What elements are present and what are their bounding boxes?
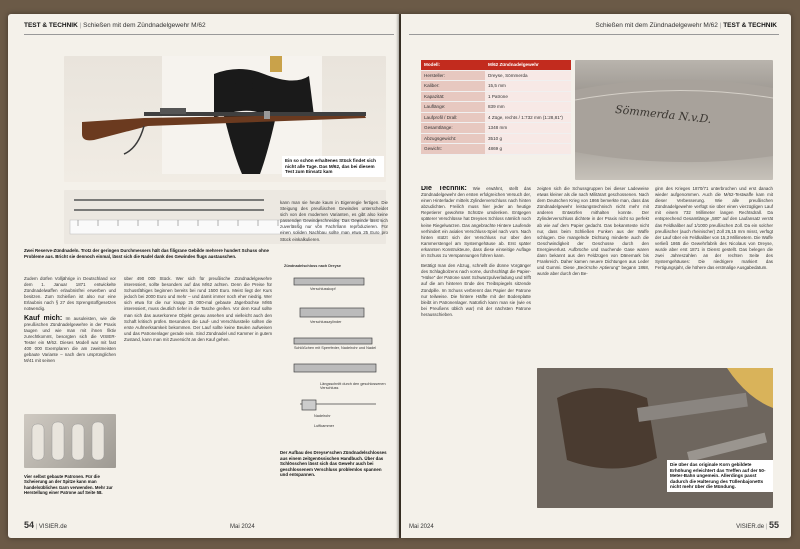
spec-key: Gesamtlänge: bbox=[421, 123, 485, 134]
folio-site: VISIER.de bbox=[736, 524, 765, 530]
spec-row bbox=[421, 102, 571, 113]
spec-key: Lauflänge: bbox=[421, 102, 485, 113]
bottom-photo-caption: Die über das originale Korn gebildete Erhöhung erleichtert das Treffen auf der 50-Meter-Bahn ungemein. Allerdings passt dadurch die Halterung des Tüllenbajonetts nicht mehr über die Mündung. bbox=[667, 460, 773, 492]
spec-row bbox=[421, 123, 571, 134]
kauf-paragraph: Im ausuleisten, wie die preußischen Zündnadelgewehre in der Praxis taugen und wie man mit ihnen fiktiv zurechtkommt, besorgten sich die VISIER-Tester ein M/62. Dieses Modell war mit fast 400 000 Exemplaren die am zweitmeisten gebaute Variante – nach dem ursprünglichen M/41 mit seinen bbox=[24, 315, 117, 364]
folio-left: 54 | VISIER.de bbox=[24, 520, 67, 530]
cartridges-image bbox=[24, 414, 116, 468]
page-number: 55 bbox=[768, 520, 779, 530]
article-title: Schießen mit dem Zündnadelgewehr M/62 bbox=[83, 22, 206, 29]
spec-header-key: Modell: bbox=[421, 60, 485, 70]
spec-header-value: M/62 Zündnadelgewehr bbox=[485, 60, 571, 70]
section-label: TEST & TECHNIK bbox=[24, 22, 78, 29]
spec-row bbox=[421, 70, 571, 81]
right-page bbox=[401, 14, 791, 538]
spec-key: Gewicht: bbox=[421, 144, 485, 155]
right-column-1 bbox=[421, 186, 531, 516]
left-page bbox=[8, 14, 399, 538]
spec-row bbox=[421, 91, 571, 102]
spec-value: 3510 g bbox=[485, 133, 571, 144]
folio-site: VISIER.de bbox=[38, 524, 67, 530]
cartridges-photo bbox=[24, 414, 116, 468]
subhead-technik: Die Technik: bbox=[421, 186, 467, 192]
spec-key: Kapazität: bbox=[421, 91, 485, 102]
right-column-2: zeigten sich die Schussgruppen bei dieser Ladeweise etwas kleiner als die nach Militärart geschossenen. Nach dem Deutschen Krieg von 1866 bemerkte man, dass das Zündnadelgewehr leistungstechnisch nicht mehr mit anderen Entwürfen mithalten konnte. Der Zylinderverschluss dichtete in der Praxis nicht so perfekt ab wie auf dem Papier gedacht. Das bekannteste nicht nur, dass beim Schließen Funken aus der Waffe schlugen. Die mangelnde Dichtung minderte auch die Geschwindigkeit der Geschosse durch den Energieverlust. Aufbrüche und rauchende Gase waren dann bekannt aus den Feldzügen von Dänemark bis Frankreich. Daher kamen neuere Dichtungen aus Leder und Gummi. Diese „Beck'sche Aptierung" begann 1868, wurde aber durch den Be- bbox=[537, 186, 649, 277]
section-label: TEST & TECHNIK bbox=[723, 22, 777, 29]
spec-key: Hersteller: bbox=[421, 70, 485, 81]
diagram-title: Zündnadelschloss nach Dreyse bbox=[284, 264, 341, 268]
engraving-text: Sömmerda N.v.D. bbox=[614, 102, 713, 127]
spec-table-header bbox=[421, 60, 571, 70]
engraving-photo bbox=[575, 60, 773, 180]
diagram-caption: Der Aufbau des Dreyse'schen Zündnadelschlosses aus einem zeitgenössischen Handbuch. Über das Schlösschen lässt sich das Gewehr auch bei geschlossenem Verschluss problemlos spannen und entspannen. bbox=[280, 450, 387, 478]
diagram-label-5: Nadelrohr bbox=[314, 414, 331, 418]
spec-key: Kaliber: bbox=[421, 81, 485, 92]
header-rule bbox=[409, 34, 779, 35]
spec-value: 839 mm bbox=[485, 102, 571, 113]
front-sight-photo bbox=[537, 368, 773, 508]
spec-key: Abzugsgewicht: bbox=[421, 133, 485, 144]
folio-date: Mai 2024 bbox=[409, 524, 434, 530]
running-head-left: TEST & TECHNIK | Schießen mit dem Zündnadelgewehr M/62 bbox=[24, 22, 206, 29]
spec-value: 4 Züge, rechts / 1:732 mm (1:28,81") bbox=[485, 112, 571, 123]
intro-paragraph: Zudem dürfen Volljährige in Deutschland vor dem 1. Januar 1871 entwickelte Zündnadelwaffen erlaubnisfrei erwerben und besitzen. Zum Schießen ist also nur eine Erlaubnis nach § 27 des Sprengstoffgesetzes notwendig. bbox=[24, 276, 116, 312]
needles-caption: Zwei Reserve-Zündnadeln. Trotz der geringen Durchmessers hält das filigrane Gebilde mehrere hundert Schuss ohne Probleme aus. Bricht sie dennoch einmal, lässt sich die Nadel dank des Gewindes flugs austauschen. bbox=[24, 248, 269, 259]
spec-row bbox=[421, 112, 571, 123]
diagram-label-2: Verschlusszylinder bbox=[310, 320, 342, 324]
left-column-2: über 490 000 Stück. Wer sich für preußische Zündnadelgewehre interessiert, sollte besonders auf das M/62 achten. Denn die Preise für Schussfähiges beginnen bereits bei rund 1500 Euro. Meist liegt der Kurs jedoch bei 2000 Euro und mehr – und damit immer noch eher niedrig. Wer sich etwa für die nur knapp 25 000-mal gebaute Jägerbüchse M/65 interessiert, muss deutlich tiefer in die Tasche greifen. Vor dem Kauf sollte man sich das auserkorene Objekt genau ansehen und vielleicht auch den Schaft kritisch prüfen. Besonders die Lauf- und Verschlussteile sollten die erste Aufmerksamkeit bekommen. Der Lauf sollte keine Beulen aufweisen und das Patronenlager gerade sein. Sind Zündnadel und Kammer in gutem Zustand, kann man mit Zuversicht an den Kauf gehen. bbox=[124, 276, 272, 342]
article-title: Schießen mit dem Zündnadelgewehr M/62 bbox=[595, 22, 718, 29]
spec-value: 15,5 mm bbox=[485, 81, 571, 92]
technik-paragraph: Wie erwähnt, stellt das Zündnadelgewehr den ersten erfolgreichen Versuch der, einen Hinterlader mittels Zylinderverschluss nach hinten abzudichten. Freilich muss hier jeder an heutige Repetierer gewohnte Schütze umdenken. Entgegen späterer Verschlüsse hat Dreyses Schloss nämlich noch keine Riegelwarzen. Das angebrachte Hintere Laufende verhindert ein axiales Verschluss-Spiel nach vorn. Nach hinten stützt sich der Verschluss nur über den Kammerstengel am Systemgehäuse ab. Erst später erkannten Konstrukteure, dass diese einseitige Auflage im Schuss zu Verspannungen führen kann. bbox=[421, 186, 531, 259]
diagram-label-1: Verschlusskopf bbox=[310, 287, 336, 291]
page-number: 54 bbox=[24, 520, 35, 530]
folio-date: Mai 2024 bbox=[230, 524, 255, 530]
left-column-1 bbox=[24, 276, 116, 364]
top-photo-caption: Ein so schön erhaltenes Stück findet sich nicht alle Tage. Das M/62, das bei diesem Test zum Einsatz kam bbox=[282, 156, 384, 177]
cartridges-caption: Vier selbst gebaute Patronen. Für die Scheierung an der Spitze kann man handelsübliches Garn verwenden. Mehr zur Herstellung einer Patrone auf Seite 58. bbox=[24, 474, 113, 496]
header-rule bbox=[24, 34, 394, 35]
right-column-3: ginn des Krieges 1870/71 unterbrochen und erst danach wieder aufgenommen. Auch die M/62-Testwaffe kam mit dieser Verbesserung. Wie alle preußischen Zündnadelgewehre verfügt sie über einen vierzügligen Lauf mit einem 732 Millimeter langen Rechtsdrall. Da entsprechend Gesamtlänge „580" auf den Laufansatz verrät das Feldkaliber auf 1/1000 preußischen Zoll. Da ein solcher preußischer (auch rheinischer) Zoll 26,15 mm misst, verfügt der Lauf über ein Feldkaliber von 15,3 Millimetern. Die Waffe verließ 1865 die Gewehrfabrik des Nicolaus von Dreyse, wurde aber erst 1871 in Dienst gestellt. Das belegen die zwei Jahreszahlen an der rechten Seite des Systemgehäuses: Die niedrigere markiert das Fertigungsjahr, die höhere das erstmalige Ausgabedatum. bbox=[655, 186, 773, 271]
bolt-diagram bbox=[280, 264, 388, 450]
bolt-diagram-drawing bbox=[280, 264, 388, 450]
spec-value: 1 Patrone bbox=[485, 91, 571, 102]
spec-row bbox=[421, 81, 571, 92]
diagram-label-3: Schlößchen mit Sperrfeder, Nadelrohr und Nadel bbox=[294, 346, 377, 350]
running-head-right: Schießen mit dem Zündnadelgewehr M/62 | TEST & TECHNIK bbox=[595, 22, 777, 29]
spec-row bbox=[421, 133, 571, 144]
spec-key: Laufprofil / Drall: bbox=[421, 112, 485, 123]
diagram-label-4: Längsschnitt durch den geschlossenen Verschluss bbox=[320, 382, 386, 390]
rifle-eagle-photo bbox=[64, 56, 386, 182]
spec-value: Dreyse, Sömmerda bbox=[485, 70, 571, 81]
diagram-label-6: Luftkammer bbox=[314, 424, 335, 428]
folio-right: VISIER.de | 55 bbox=[736, 520, 779, 530]
spec-row bbox=[421, 144, 571, 155]
spec-table bbox=[421, 60, 571, 155]
spec-value: 4869 g bbox=[485, 144, 571, 155]
spec-value: 1348 mm bbox=[485, 123, 571, 134]
left-column-3: kann man sie heute kaum in Eigenregie fertigen. Die Steigung des preußischen Gewindes unterscheidet sich von den modernen Varianten, es gibt also keine passenden Gewindeschneider. Das Gewinde lässt sich zuverlässig nur von Fachmann reproduzieren. Für einen soliden Nachbau sollte man etwa 25 Euro pro Stück einkalkulieren. bbox=[280, 200, 388, 242]
abzug-paragraph: Betätigt man den Abzug, schnellt die dünne Vorgänger des Schlagbolzens nach vorne, durchschlägt die Papier-"Hülse" der Patrone samt Schwarzpulverladung und trifft auf die am hinteren Ende des Treibspiegels sitzende Zündpille. Im Schuss verbrennt das Papier der Patrone nur teilweise. Die hintere Hälfte mit der Bodenplatte bleibt im Patronenlager. Natürlich kann man sie (wie es bei Preußens üblich war) mit der nächsten Patrone herausschieben. bbox=[421, 263, 531, 317]
subhead-kauf: Kauf mich: bbox=[24, 314, 63, 322]
